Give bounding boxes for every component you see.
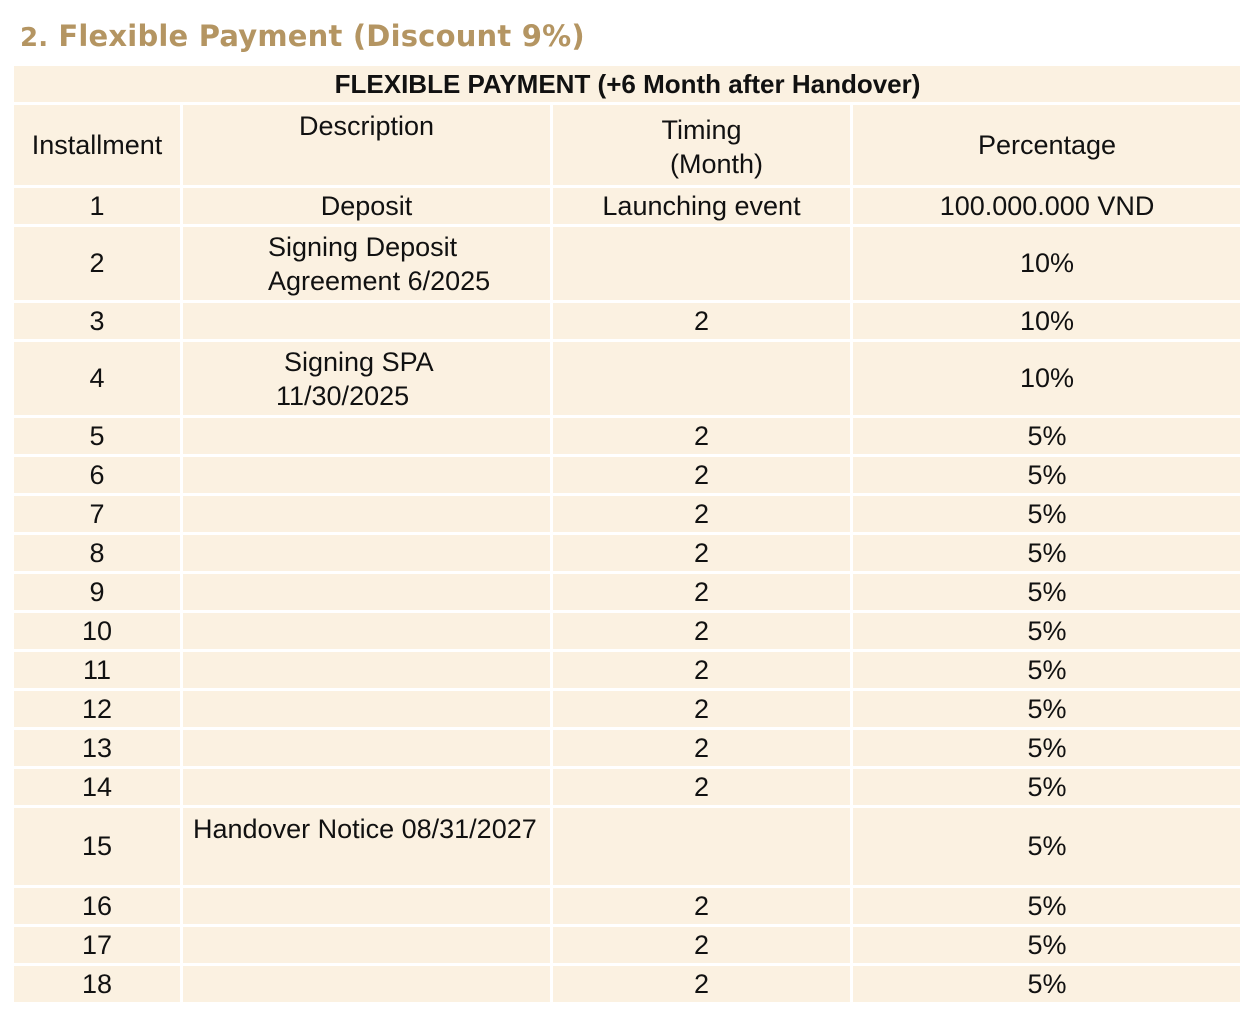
timing-cell: 2 <box>553 418 850 454</box>
description-cell <box>183 613 550 649</box>
description-cell <box>183 691 550 727</box>
installment-cell: 4 <box>14 342 180 415</box>
timing-cell: 2 <box>553 927 850 963</box>
description-cell <box>183 457 550 493</box>
installment-cell: 7 <box>14 496 180 532</box>
description-cell <box>183 769 550 805</box>
timing-cell <box>553 808 850 885</box>
percentage-cell: 10% <box>853 303 1240 339</box>
percentage-cell: 5% <box>853 691 1240 727</box>
timing-cell: 2 <box>553 652 850 688</box>
timing-cell: 2 <box>553 613 850 649</box>
header-timing <box>553 105 850 185</box>
description-cell <box>183 418 550 454</box>
timing-cell <box>553 342 850 415</box>
table-title: FLEXIBLE PAYMENT (+6 Month after Handover) <box>14 66 1240 102</box>
timing-cell: 2 <box>553 457 850 493</box>
percentage-cell: 5% <box>853 652 1240 688</box>
installment-cell: 9 <box>14 574 180 610</box>
table-row <box>14 808 1240 885</box>
installment-cell: 13 <box>14 730 180 766</box>
table-title-row <box>14 66 1240 102</box>
percentage-cell: 5% <box>853 769 1240 805</box>
description-cell <box>183 535 550 571</box>
percentage-cell: 5% <box>853 966 1240 1002</box>
description-cell <box>183 966 550 1002</box>
installment-cell: 15 <box>14 808 180 885</box>
description-cell <box>183 888 550 924</box>
percentage-cell: 5% <box>853 613 1240 649</box>
header-timing-line1: Timing <box>661 115 742 145</box>
percentage-cell: 10% <box>853 342 1240 415</box>
timing-cell: 2 <box>553 496 850 532</box>
section-heading <box>20 14 585 58</box>
header-percentage: Percentage <box>853 105 1240 185</box>
installment-cell: 1 <box>14 188 180 224</box>
installment-cell: 10 <box>14 613 180 649</box>
timing-cell: 2 <box>553 769 850 805</box>
percentage-cell: 5% <box>853 574 1240 610</box>
payment-table-container <box>14 66 1232 1005</box>
installment-cell: 5 <box>14 418 180 454</box>
timing-cell: 2 <box>553 730 850 766</box>
description-cell <box>183 574 550 610</box>
timing-cell: Launching event <box>553 188 850 224</box>
timing-cell: 2 <box>553 303 850 339</box>
installment-cell: 3 <box>14 303 180 339</box>
timing-cell: 2 <box>553 574 850 610</box>
installment-cell: 14 <box>14 769 180 805</box>
installment-cell: 11 <box>14 652 180 688</box>
installment-cell: 2 <box>14 227 180 300</box>
table-row <box>14 496 1240 532</box>
table-row <box>14 535 1240 571</box>
percentage-cell: 5% <box>853 927 1240 963</box>
header-installment: Installment <box>14 105 180 185</box>
description-cell <box>183 227 550 300</box>
table-row <box>14 457 1240 493</box>
percentage-cell: 5% <box>853 808 1240 885</box>
description-line: 11/30/2025 <box>276 380 410 411</box>
description-cell <box>183 342 550 415</box>
table-row <box>14 888 1240 924</box>
description-cell: Handover Notice 08/31/2027 <box>183 808 550 885</box>
percentage-cell: 5% <box>853 535 1240 571</box>
table-row <box>14 303 1240 339</box>
percentage-cell: 5% <box>853 496 1240 532</box>
percentage-cell: 10% <box>853 227 1240 300</box>
table-row <box>14 188 1240 224</box>
percentage-cell: 5% <box>853 888 1240 924</box>
table-row <box>14 966 1240 1002</box>
table-row <box>14 613 1240 649</box>
description-line: Signing Deposit <box>268 231 458 262</box>
installment-cell: 8 <box>14 535 180 571</box>
table-row <box>14 342 1240 415</box>
description-cell <box>183 927 550 963</box>
installment-cell: 6 <box>14 457 180 493</box>
installment-cell: 18 <box>14 966 180 1002</box>
timing-cell: 2 <box>553 888 850 924</box>
timing-cell: 2 <box>553 691 850 727</box>
installment-cell: 17 <box>14 927 180 963</box>
payment-schedule-table <box>11 63 1240 1005</box>
table-row <box>14 574 1240 610</box>
table-header-row <box>14 105 1240 185</box>
description-cell <box>183 652 550 688</box>
table-row <box>14 769 1240 805</box>
table-row <box>14 652 1240 688</box>
description-cell <box>183 303 550 339</box>
description-cell <box>183 496 550 532</box>
description-cell <box>183 730 550 766</box>
section-number: 2. <box>20 23 49 53</box>
percentage-cell: 100.000.000 VND <box>853 188 1240 224</box>
percentage-cell: 5% <box>853 457 1240 493</box>
installment-cell: 16 <box>14 888 180 924</box>
timing-cell: 2 <box>553 535 850 571</box>
installment-cell: 12 <box>14 691 180 727</box>
table-row <box>14 227 1240 300</box>
description-cell: Deposit <box>183 188 550 224</box>
description-line: Agreement 6/2025 <box>268 265 491 296</box>
header-timing-line2: (Month) <box>669 149 764 179</box>
section-title: Flexible Payment (Discount 9%) <box>58 19 585 53</box>
timing-cell <box>553 227 850 300</box>
table-row <box>14 691 1240 727</box>
header-description: Description <box>183 105 550 185</box>
table-row <box>14 927 1240 963</box>
description-line: Signing SPA <box>284 346 434 377</box>
timing-cell: 2 <box>553 966 850 1002</box>
table-row <box>14 418 1240 454</box>
percentage-cell: 5% <box>853 730 1240 766</box>
table-row <box>14 730 1240 766</box>
percentage-cell: 5% <box>853 418 1240 454</box>
